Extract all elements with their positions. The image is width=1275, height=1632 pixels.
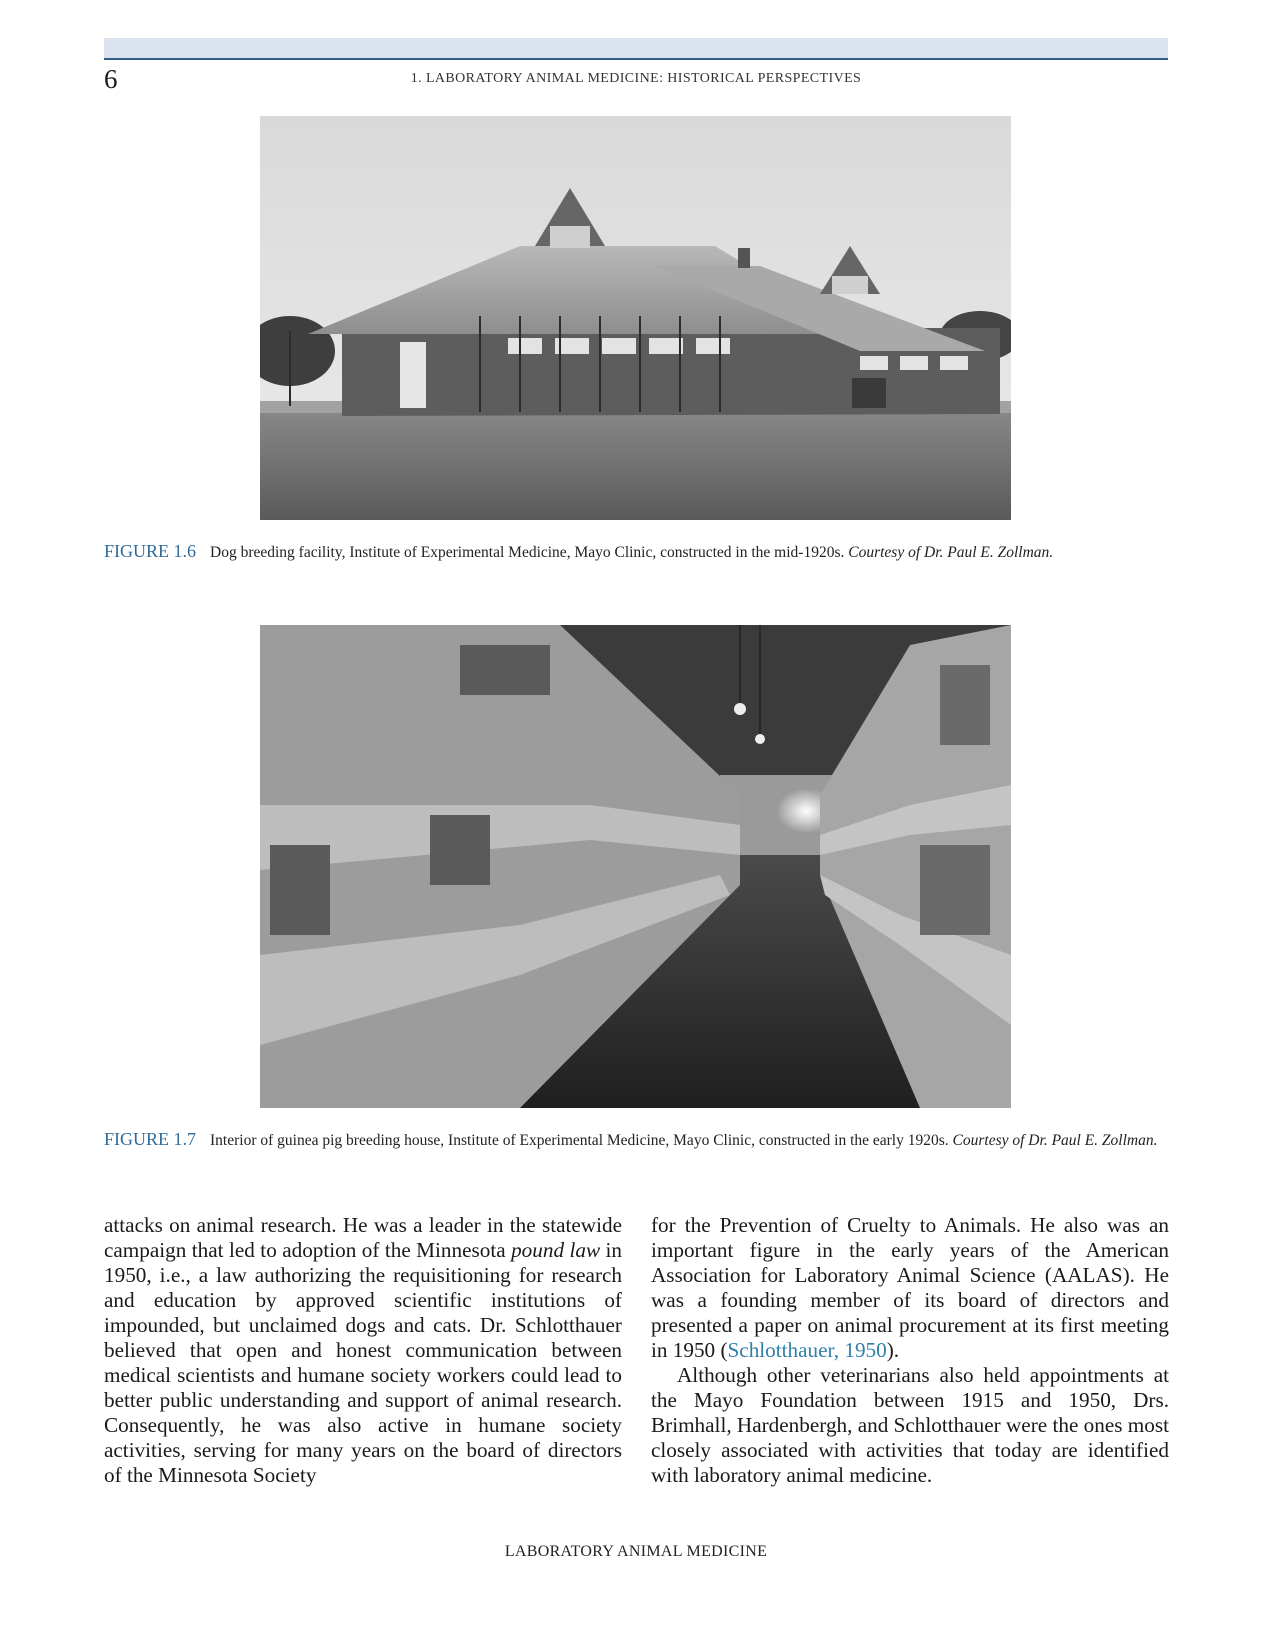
body-paragraph: Although other veterinarians also held appointments at the Mayo Foundation between 1915 and 1950, Drs. Brimhall, Hardenbergh, and Schlotthauer were the ones most closely associated with activities that today are identified with laboratory animal medicine. [651,1363,1169,1487]
caption-text: Interior of guinea pig breeding house, Institute of Experimental Medicine, Mayo Clinic, constructed in the early 1920s. [210,1132,949,1149]
body-text: attacks on animal research. He was a leader in the statewide campaign that led to adoption of the Minnesota [104,1213,622,1262]
page-footer: LABORATORY ANIMAL MEDICINE [504,1543,768,1560]
body-text: ). [886,1338,900,1362]
caption-text: Dog breeding facility, Institute of Experimental Medicine, Mayo Clinic, constructed in the mid-1920s. [210,544,845,561]
dog-breeding-facility-image [260,116,1011,520]
body-paragraph [104,1213,622,1488]
body-text: in 1950, i.e., a law authorizing the requisitioning for research and education by approved scientific institutions of impounded, but unclaimed dogs and cats. Dr. Schlotthauer believed that open and honest communication between medical scientists and humane society workers could lead to better public understanding and support of animal research. Consequently, he was also active in humane society activities, serving for many years on the board of directors of the Minnesota Society [104,1238,622,1487]
figure-1-7-photo [260,625,1011,1108]
body-column-right [651,1213,1169,1488]
body-paragraph [651,1213,1169,1363]
citation-link[interactable]: Schlotthauer, 1950 [727,1338,887,1362]
figure-1-6-photo [260,116,1011,520]
body-emphasis: pound law [511,1238,601,1262]
figure-1-7-caption [104,1130,1168,1150]
caption-credit: Courtesy of Dr. Paul E. Zollman. [952,1132,1158,1149]
page-number: 6 [104,64,118,94]
running-head: 1. LABORATORY ANIMAL MEDICINE: HISTORICAL PERSPECTIVES [410,71,862,86]
figure-label: FIGURE 1.6 [104,541,197,561]
figure-label: FIGURE 1.7 [104,1129,197,1149]
body-text: for the Prevention of Cruelty to Animals. He also was an important figure in the early years of the American Association for Laboratory Animal Science (AALAS). He was a founding member of its board of directors and presented a paper on animal procurement at its first meeting in 1950 ( [651,1213,1169,1362]
guinea-pig-house-interior-image [260,625,1011,1108]
figure-1-6-caption [104,542,1168,562]
header-band [104,38,1168,60]
body-column-left [104,1213,622,1488]
caption-credit: Courtesy of Dr. Paul E. Zollman. [848,544,1054,561]
